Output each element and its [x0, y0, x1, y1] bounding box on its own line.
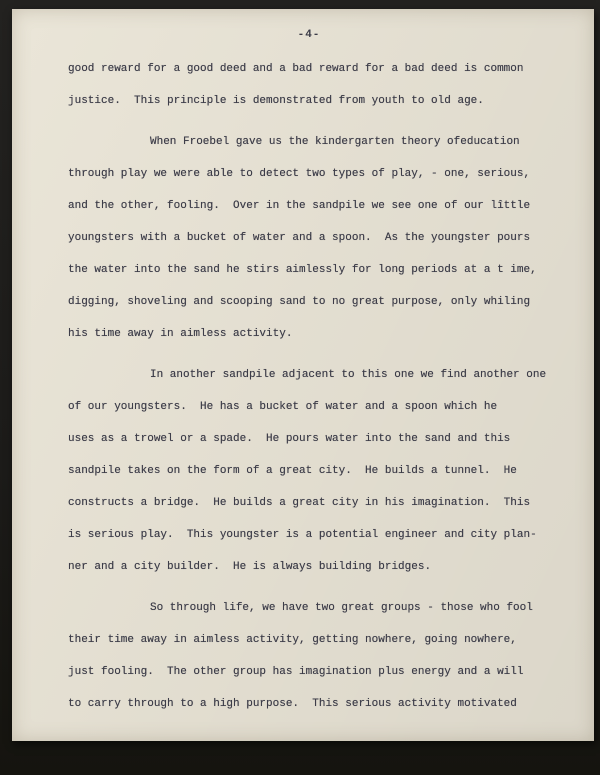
paragraph — [68, 53, 540, 117]
text-line: uses as a trowel or a spade. He pours water into the sand and this — [68, 433, 511, 445]
paragraph — [68, 592, 540, 720]
text-line: digging, shoveling and scooping sand to no great purpose, only whiling — [68, 296, 531, 308]
text-line: youngsters with a bucket of water and a spoon. As the youngster pours — [68, 232, 531, 244]
text-line: to carry through to a high purpose. This serious activity motivated — [68, 698, 517, 710]
text-line: through play we were able to detect two types of play, - one, serious, — [68, 168, 531, 180]
text-line: good reward for a good deed and a bad reward for a bad deed is common — [68, 63, 524, 75]
text-line: their time away in aimless activity, getting nowhere, going nowhere, — [68, 634, 517, 646]
text-line: When Froebel gave us the kindergarten theory ofeducation — [150, 136, 520, 148]
text-line: of our youngsters. He has a bucket of water and a spoon which he — [68, 401, 498, 413]
text-line: the water into the sand he stirs aimlessly for long periods at a t ime, — [68, 264, 537, 276]
text-line: is serious play. This youngster is a potential engineer and city plan- — [68, 529, 537, 541]
text-line: justice. This principle is demonstrated from youth to old age. — [68, 95, 484, 107]
text-line: sandpile takes on the form of a great city. He builds a tunnel. He — [68, 465, 517, 477]
text-line: ner and a city builder. He is always building bridges. — [68, 561, 432, 573]
text-line: So through life, we have two great groups - those who fool — [150, 602, 533, 614]
text-line: constructs a bridge. He builds a great city in his imagination. This — [68, 497, 531, 509]
text-line: his time away in aimless activity. — [68, 328, 293, 340]
document-page — [12, 9, 594, 741]
text-line: just fooling. The other group has imagination plus energy and a will — [68, 666, 524, 678]
document-text — [68, 53, 547, 720]
text-line: In another sandpile adjacent to this one we find another one — [150, 369, 547, 381]
paragraph — [68, 359, 547, 583]
page-number: -4- — [297, 29, 321, 41]
paragraph — [68, 126, 540, 350]
text-line: and the other, fooling. Over in the sandpile we see one of our lîttle — [68, 200, 531, 212]
